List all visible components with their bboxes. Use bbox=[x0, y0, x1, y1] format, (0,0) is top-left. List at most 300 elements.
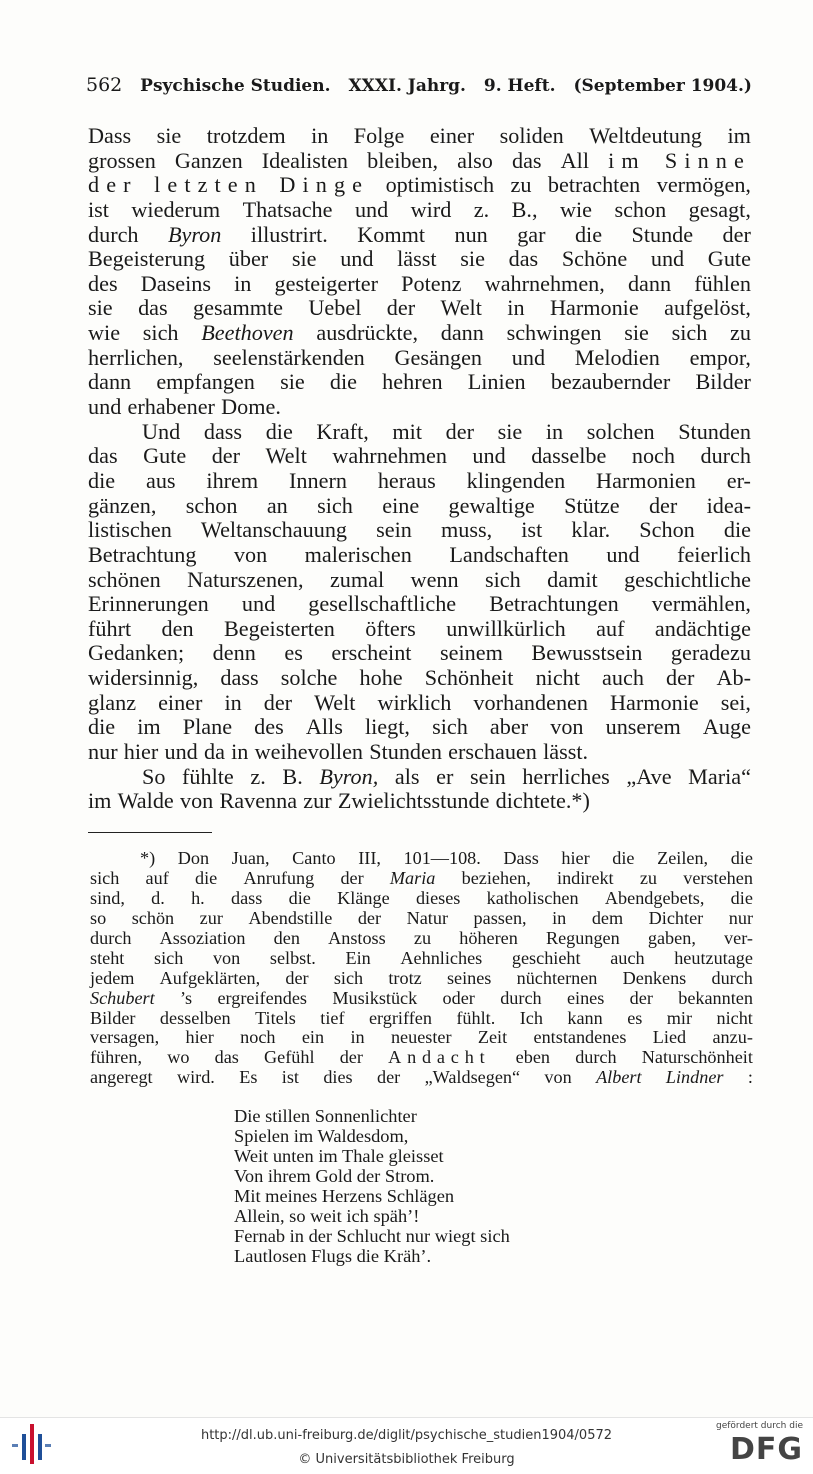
word: aufgelöst, bbox=[664, 295, 751, 321]
word: Linien bbox=[467, 369, 526, 395]
word: Schon bbox=[639, 517, 695, 543]
poem-line: Mit meines Herzens Schlägen bbox=[234, 1185, 455, 1206]
body-line bbox=[88, 420, 751, 445]
word: Melodien bbox=[574, 344, 660, 370]
word: trotzdem bbox=[206, 123, 286, 148]
word: sich bbox=[333, 967, 364, 988]
word: Aufgeklärten, bbox=[159, 967, 261, 988]
word: hehren bbox=[382, 369, 443, 395]
issue-date: (September 1904.) bbox=[573, 76, 752, 96]
word: indirekt bbox=[557, 867, 614, 888]
word: Dinge bbox=[279, 172, 370, 198]
body-line bbox=[88, 765, 751, 790]
word: an bbox=[266, 492, 288, 518]
footnote-line bbox=[90, 989, 753, 1009]
word: wahrnehmen bbox=[332, 443, 447, 469]
word: illustrirt. bbox=[250, 221, 328, 247]
footnote-divider bbox=[88, 832, 212, 833]
word: B. bbox=[282, 763, 303, 789]
word: die bbox=[612, 848, 635, 868]
word: seelenstärkenden bbox=[213, 344, 365, 370]
word: Schöne bbox=[561, 246, 628, 272]
word: neuester bbox=[390, 1027, 452, 1048]
word: nüchternen bbox=[516, 967, 598, 988]
word: versagen, bbox=[90, 1027, 160, 1048]
body-line bbox=[88, 592, 751, 617]
word: dem bbox=[591, 907, 624, 928]
word: erscheint bbox=[331, 640, 412, 666]
word: lässt. bbox=[543, 739, 589, 765]
word: desselben bbox=[159, 1007, 231, 1028]
word: einer bbox=[158, 689, 203, 715]
word: in bbox=[545, 418, 564, 444]
word: ergreifendes bbox=[217, 987, 307, 1008]
word: sich bbox=[317, 492, 353, 518]
word: Begeisterung bbox=[88, 246, 206, 272]
word: sich bbox=[154, 947, 184, 968]
issue-label: 9. Heft. bbox=[483, 76, 556, 96]
word: das bbox=[88, 443, 118, 469]
word: Begeisterten bbox=[223, 615, 335, 641]
word: heraus bbox=[377, 467, 436, 493]
poem-line: Allein, so weit ich späh’! bbox=[234, 1205, 420, 1226]
word: malerischen bbox=[304, 541, 412, 567]
word: ’s bbox=[179, 987, 193, 1008]
word: sein bbox=[376, 517, 412, 543]
word: die bbox=[288, 887, 311, 908]
word: das bbox=[508, 246, 539, 272]
word: und bbox=[472, 443, 506, 469]
word: sie bbox=[497, 418, 523, 444]
word: Anstoss bbox=[328, 927, 386, 948]
word: hier bbox=[561, 848, 590, 868]
word: schön bbox=[131, 907, 175, 928]
word: es bbox=[627, 1007, 643, 1028]
word: sie bbox=[280, 369, 305, 395]
word: Idealisten bbox=[261, 147, 349, 173]
word: empfangen bbox=[156, 369, 255, 395]
word: Gedanken; bbox=[88, 640, 185, 666]
word: ihrem bbox=[206, 467, 259, 493]
body-line bbox=[88, 444, 751, 469]
body-line bbox=[88, 494, 751, 519]
word: der bbox=[376, 1067, 401, 1088]
word: z. bbox=[473, 196, 490, 222]
word: bekannten bbox=[678, 987, 753, 1008]
footnote-line bbox=[90, 909, 753, 929]
word: von bbox=[550, 714, 584, 740]
word: der bbox=[88, 172, 138, 198]
word: Stütze bbox=[564, 492, 620, 518]
word: nicht bbox=[535, 665, 580, 691]
word: Gefühl bbox=[264, 1047, 315, 1068]
word: wird bbox=[410, 196, 452, 222]
word: Maria bbox=[389, 867, 436, 888]
word: entstandenes bbox=[533, 1027, 627, 1048]
body-line bbox=[88, 568, 751, 593]
word: *) bbox=[140, 848, 156, 868]
word: weihevollen bbox=[254, 739, 364, 765]
word: Plane bbox=[182, 714, 233, 740]
word: Assoziation bbox=[159, 927, 246, 948]
word: Daseins bbox=[140, 270, 211, 296]
word: klar. bbox=[571, 517, 611, 543]
body-line bbox=[88, 715, 751, 740]
word: widersinnig, bbox=[88, 665, 199, 691]
word: sich bbox=[671, 320, 708, 346]
dfg-logo-icon: DFG bbox=[729, 1432, 803, 1467]
footnote-line bbox=[90, 1009, 753, 1029]
footnote-line bbox=[90, 949, 753, 969]
word: sie bbox=[624, 320, 649, 346]
word: Welt bbox=[265, 443, 307, 469]
body-line bbox=[88, 543, 751, 568]
word: 101—108. bbox=[403, 848, 481, 868]
word: die bbox=[88, 714, 116, 740]
word: noch bbox=[240, 1027, 276, 1048]
word: zu bbox=[730, 320, 751, 346]
word: geschichtliche bbox=[624, 566, 751, 592]
word: dass bbox=[231, 887, 263, 908]
word: Beethoven bbox=[201, 320, 294, 346]
word: hier bbox=[185, 1027, 214, 1048]
word: so bbox=[90, 907, 107, 928]
word: dasselbe bbox=[531, 443, 607, 469]
word: sind, bbox=[90, 887, 125, 908]
word: Denkens bbox=[622, 967, 687, 988]
word: unwillkürlich bbox=[446, 615, 566, 641]
word: Es bbox=[239, 1067, 258, 1088]
word: die bbox=[574, 221, 603, 247]
word: Potenz bbox=[401, 270, 462, 296]
word: Ganzen bbox=[174, 147, 243, 173]
word: der bbox=[386, 295, 416, 321]
word: der bbox=[339, 1047, 363, 1068]
word: hier bbox=[123, 739, 159, 765]
word: letzten bbox=[154, 172, 263, 198]
word: und bbox=[650, 246, 685, 272]
word: die bbox=[88, 467, 116, 493]
footnote-line bbox=[90, 1048, 753, 1068]
word: durch bbox=[500, 987, 542, 1008]
word: die bbox=[329, 369, 357, 395]
word: muss, bbox=[440, 517, 493, 543]
word: einer bbox=[429, 123, 475, 148]
word: und bbox=[340, 246, 374, 272]
word: Thatsache bbox=[242, 196, 333, 222]
word: Landschaften bbox=[449, 541, 569, 567]
word: Kommt bbox=[357, 221, 426, 247]
word: Betrachtung bbox=[88, 541, 197, 567]
word: noch bbox=[631, 443, 675, 469]
poem-line: Spielen im Waldesdom, bbox=[234, 1125, 409, 1146]
running-title: Psychische Studien. bbox=[140, 76, 331, 96]
footnote-text bbox=[90, 849, 753, 1088]
word: gewaltige bbox=[448, 492, 535, 518]
word: Naturszenen, bbox=[187, 566, 304, 592]
word: sie bbox=[156, 123, 182, 148]
word: h. bbox=[191, 887, 205, 908]
word: Anrufung bbox=[243, 867, 315, 888]
word: die bbox=[195, 867, 218, 888]
word: Bilder bbox=[695, 369, 751, 395]
word: schon bbox=[185, 492, 238, 518]
word: liegt, bbox=[364, 714, 410, 740]
word: dann bbox=[440, 320, 484, 346]
word: vorhandenen bbox=[473, 689, 588, 715]
word: solchen bbox=[586, 418, 655, 444]
source-url-link[interactable]: http://dl.ub.uni-freiburg.de/diglit/psychische_studien1904/0572 bbox=[200, 1428, 613, 1443]
word: Harmonien bbox=[596, 467, 696, 493]
word: Juan, bbox=[231, 848, 270, 868]
body-line bbox=[88, 666, 751, 691]
word: der bbox=[666, 665, 695, 691]
word: „Ave bbox=[626, 763, 672, 789]
footnote-line bbox=[90, 969, 753, 989]
word: der bbox=[285, 967, 309, 988]
word: fühlt. bbox=[456, 1007, 496, 1028]
word: hohe bbox=[359, 665, 403, 691]
word: angeregt bbox=[90, 1067, 153, 1088]
word: Dass bbox=[503, 848, 539, 868]
word: auf bbox=[145, 867, 169, 888]
word: Albert bbox=[596, 1067, 642, 1088]
word: wie bbox=[88, 320, 121, 346]
word: ist bbox=[521, 517, 543, 543]
word: sein bbox=[469, 763, 506, 789]
word: Maria“ bbox=[688, 763, 751, 789]
word: optimistisch bbox=[385, 172, 495, 198]
word: bleiben, bbox=[367, 147, 438, 173]
word: B., bbox=[511, 196, 538, 222]
word: Harmonie bbox=[610, 689, 699, 715]
word: Uebel bbox=[308, 295, 362, 321]
word: über bbox=[228, 246, 269, 272]
word: führt bbox=[88, 615, 132, 641]
word: und bbox=[606, 541, 640, 567]
word: da bbox=[203, 739, 225, 765]
word: als bbox=[394, 763, 420, 789]
word: klingenden bbox=[466, 467, 566, 493]
word: zumal bbox=[329, 566, 385, 592]
word: der bbox=[648, 492, 678, 518]
word: sich bbox=[485, 566, 521, 592]
word: beziehen, bbox=[461, 867, 531, 888]
word: geradezu bbox=[670, 640, 751, 666]
word: durch bbox=[88, 221, 139, 247]
word: bezaubernder bbox=[550, 369, 671, 395]
word: Canto bbox=[292, 848, 336, 868]
word: seines bbox=[446, 967, 492, 988]
word: Walde bbox=[117, 788, 174, 814]
word: Betrachtungen bbox=[489, 591, 619, 617]
word: des bbox=[254, 714, 284, 740]
word: herrlichen, bbox=[88, 344, 184, 370]
word: die bbox=[730, 848, 753, 868]
word: aus bbox=[145, 467, 176, 493]
word: lässt bbox=[397, 246, 437, 272]
word: erhabener bbox=[127, 394, 215, 420]
word: Natur bbox=[406, 907, 449, 928]
word: Musikstück bbox=[332, 987, 418, 1008]
word: dann bbox=[88, 369, 132, 395]
word: idea- bbox=[706, 492, 751, 518]
word: Dichter bbox=[648, 907, 704, 928]
word: Don bbox=[177, 848, 210, 868]
word: eines bbox=[566, 987, 605, 1008]
running-header bbox=[86, 74, 752, 96]
word: von bbox=[544, 1067, 572, 1088]
poem-line: Von ihrem Gold der Strom. bbox=[234, 1165, 435, 1186]
body-line bbox=[88, 149, 751, 174]
word: er- bbox=[726, 467, 751, 493]
poem-line: Fernab in der Schlucht nur wiegt sich bbox=[234, 1225, 510, 1246]
word: die bbox=[723, 517, 751, 543]
word: Alls bbox=[305, 714, 343, 740]
word: wenn bbox=[410, 566, 459, 592]
word: der bbox=[629, 987, 653, 1008]
word: Innern bbox=[289, 467, 347, 493]
word: eine bbox=[382, 492, 420, 518]
word: das bbox=[138, 295, 168, 321]
word: in bbox=[311, 123, 329, 148]
word: gesammte bbox=[193, 295, 283, 321]
word: Gute bbox=[143, 443, 187, 469]
word: andächtige bbox=[654, 615, 751, 641]
word: und bbox=[164, 739, 198, 765]
body-line bbox=[88, 247, 751, 272]
word: es bbox=[284, 640, 303, 666]
word: vermögen, bbox=[656, 172, 751, 198]
word: das bbox=[511, 147, 542, 173]
footnote-line bbox=[90, 1028, 753, 1048]
word: der bbox=[722, 221, 751, 247]
word: in bbox=[224, 689, 242, 715]
word: schon bbox=[614, 196, 667, 222]
word: sie bbox=[291, 246, 317, 272]
word: zu bbox=[413, 927, 432, 948]
word: z. bbox=[250, 763, 266, 789]
word: gänzen, bbox=[88, 492, 157, 518]
word: schwingen bbox=[506, 320, 602, 346]
word: durch bbox=[700, 443, 751, 469]
word: zu bbox=[639, 867, 657, 888]
word: Naturschönheit bbox=[641, 1047, 753, 1068]
footnote-line bbox=[90, 889, 753, 909]
word: gesagt, bbox=[688, 196, 751, 222]
word: in bbox=[234, 270, 252, 296]
word: Weltanschauung bbox=[200, 517, 348, 543]
word: öfters bbox=[365, 615, 416, 641]
footnote-line bbox=[90, 929, 753, 949]
body-line bbox=[88, 641, 751, 666]
word: Abendgebets, bbox=[604, 887, 705, 908]
word: oder bbox=[442, 987, 475, 1008]
word: von bbox=[212, 947, 241, 968]
word: zu bbox=[510, 172, 532, 198]
body-line bbox=[88, 223, 751, 248]
word: sich bbox=[90, 867, 120, 888]
word: im bbox=[88, 788, 112, 814]
word: der bbox=[211, 443, 241, 469]
word: auch bbox=[602, 665, 644, 691]
word: Stunde bbox=[631, 221, 694, 247]
word: nun bbox=[454, 221, 488, 247]
word: ver- bbox=[724, 927, 753, 948]
word: Byron, bbox=[319, 763, 379, 789]
word: feierlich bbox=[677, 541, 751, 567]
word: So bbox=[142, 763, 166, 789]
word: d. bbox=[151, 887, 165, 908]
word: denn bbox=[212, 640, 256, 666]
page-number: 562 bbox=[86, 74, 123, 96]
word: Harmonie bbox=[549, 295, 639, 321]
word: und bbox=[511, 344, 546, 370]
word: zur bbox=[303, 788, 332, 814]
word: Dass bbox=[88, 123, 132, 148]
word: von bbox=[233, 541, 268, 567]
word: den bbox=[273, 927, 300, 948]
word: im bbox=[608, 147, 646, 173]
poem-line: Weit unten im Thale gleisset bbox=[234, 1145, 444, 1166]
word: kann bbox=[567, 1007, 603, 1028]
word: die bbox=[265, 418, 293, 444]
word: im bbox=[727, 123, 751, 148]
word: Schubert bbox=[90, 987, 155, 1008]
word: Byron bbox=[167, 221, 222, 247]
word: gesellschaftliche bbox=[308, 591, 457, 617]
word: höheren bbox=[459, 927, 518, 948]
word: Schönheit bbox=[424, 665, 514, 691]
word: Sinne bbox=[664, 147, 751, 173]
word: der bbox=[340, 867, 364, 888]
body-line bbox=[88, 321, 751, 346]
word: empor, bbox=[689, 344, 751, 370]
word: Gute bbox=[707, 246, 751, 272]
word: ist bbox=[88, 196, 109, 222]
word: passen, bbox=[473, 907, 527, 928]
word: nur bbox=[88, 739, 118, 765]
word: Zeilen, bbox=[657, 848, 709, 868]
word: er bbox=[436, 763, 454, 789]
word: mir bbox=[666, 1007, 693, 1028]
word: Lindner bbox=[665, 1067, 724, 1088]
word: sich bbox=[142, 320, 179, 346]
word: Zeit bbox=[477, 1027, 508, 1048]
word: dann bbox=[627, 270, 672, 296]
word: steht bbox=[90, 947, 125, 968]
word: Erinnerungen bbox=[88, 591, 209, 617]
word: Welt bbox=[314, 689, 356, 715]
word: jedem bbox=[90, 967, 135, 988]
word: Titels bbox=[255, 1007, 296, 1028]
body-line bbox=[88, 469, 751, 494]
body-line bbox=[88, 272, 751, 297]
word: des bbox=[88, 270, 118, 296]
word: Gesängen bbox=[394, 344, 483, 370]
word: sich bbox=[432, 714, 468, 740]
main-text bbox=[88, 124, 751, 814]
word: gaben, bbox=[647, 927, 696, 948]
word: glanz bbox=[88, 689, 137, 715]
word: in bbox=[231, 739, 249, 765]
word: III, bbox=[358, 848, 381, 868]
copyright-notice: © Universitätsbibliothek Freiburg bbox=[298, 1452, 515, 1467]
word: Weltdeutung bbox=[589, 123, 703, 148]
word: All bbox=[560, 147, 590, 173]
word: damit bbox=[547, 566, 598, 592]
word: unserem bbox=[605, 714, 681, 740]
